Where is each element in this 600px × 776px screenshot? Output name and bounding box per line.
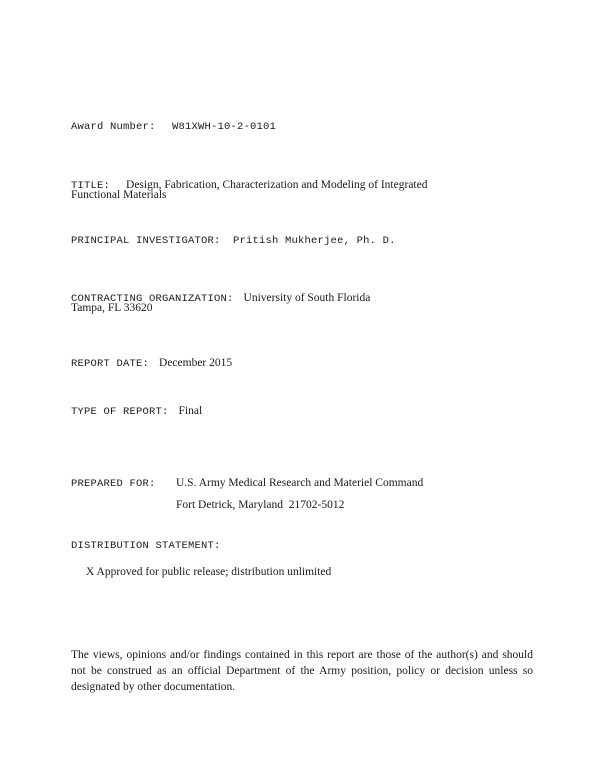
report-date-value: December 2015 bbox=[159, 357, 233, 369]
title-label: TITLE: bbox=[71, 180, 111, 192]
contracting-organization-label: CONTRACTING ORGANIZATION: bbox=[71, 293, 234, 305]
report-date-label: REPORT DATE: bbox=[71, 358, 150, 370]
principal-investigator-row bbox=[71, 235, 396, 247]
title-line-2: Functional Materials bbox=[71, 189, 167, 201]
disclaimer-notice: The views, opinions and/or findings contained in this report are those of the author(s) and should not be construed as an official Department of the Army position, policy or decision unless so designated by other documentation. bbox=[71, 649, 533, 693]
award-number-label: Award Number: bbox=[71, 121, 156, 133]
distribution-statement-label: DISTRIBUTION STATEMENT: bbox=[71, 540, 221, 552]
award-number-value: W81XWH-10-2-0101 bbox=[172, 121, 277, 133]
prepared-for-line-2: Fort Detrick, Maryland 21702-5012 bbox=[176, 499, 345, 511]
contracting-organization-city: Tampa, FL 33620 bbox=[71, 302, 153, 314]
prepared-for-line-1: U.S. Army Medical Research and Materiel Command bbox=[176, 477, 424, 489]
contracting-organization-name: University of South Florida bbox=[243, 292, 371, 304]
principal-investigator-value: Pritish Mukherjee, Ph. D. bbox=[233, 235, 396, 247]
report-date-row bbox=[71, 353, 232, 371]
report-type-label: TYPE OF REPORT: bbox=[71, 406, 169, 418]
report-type-row bbox=[71, 401, 202, 419]
report-type-value: Final bbox=[178, 405, 203, 417]
distribution-statement-text: X Approved for public release; distribution unlimited bbox=[86, 566, 332, 578]
title-line-1: Design, Fabrication, Characterization and Modeling of Integrated bbox=[126, 179, 428, 191]
principal-investigator-label: PRINCIPAL INVESTIGATOR: bbox=[71, 235, 221, 247]
prepared-for-label: PREPARED FOR: bbox=[71, 478, 156, 490]
award-number-row bbox=[71, 121, 276, 133]
